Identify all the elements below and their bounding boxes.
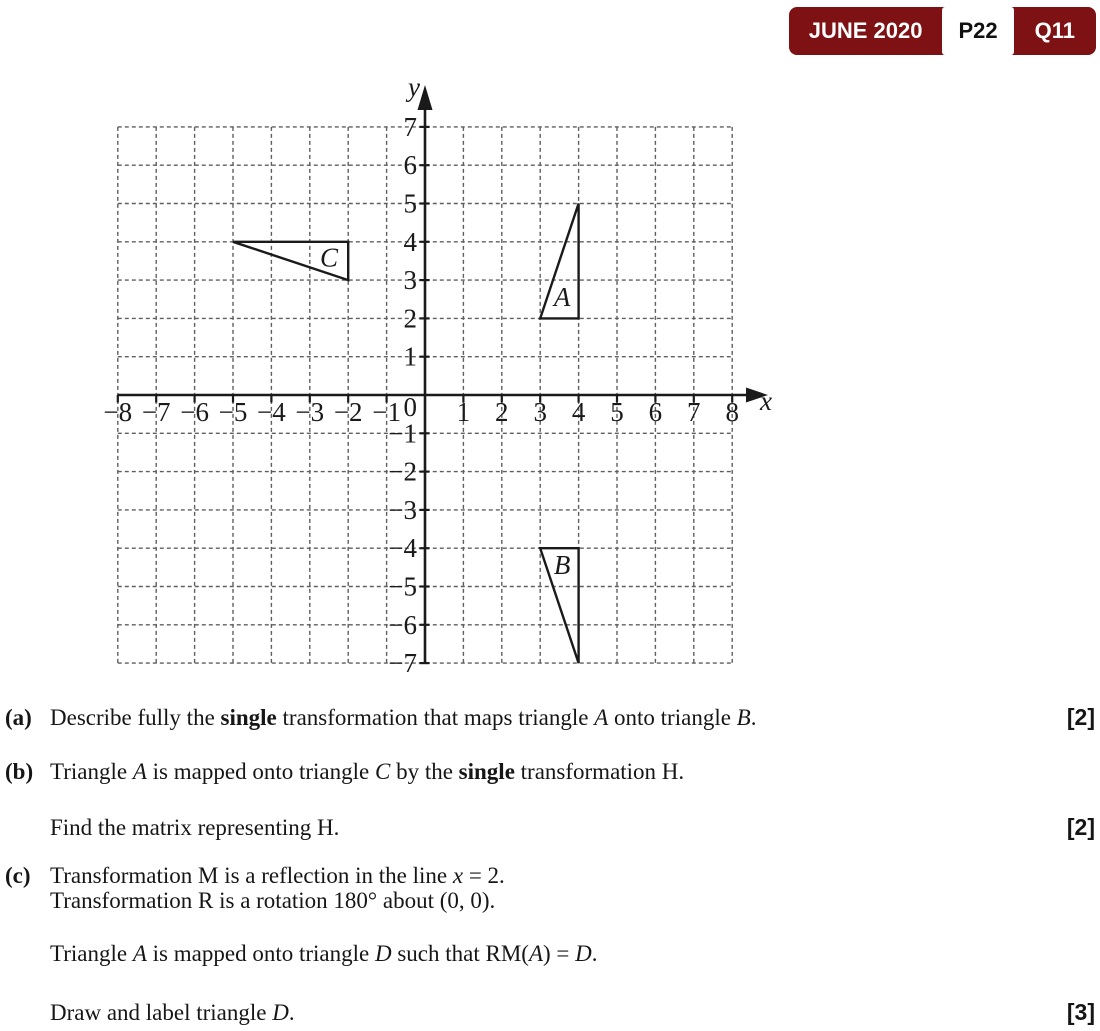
badge-session-label: JUNE 2020 [808,18,923,43]
svg-text:−4: −4 [257,397,286,427]
part-b-label: (b) [5,759,34,784]
part-a-label: (a) [5,705,32,730]
svg-text:−6: −6 [180,397,209,427]
question-part-a [0,705,1100,730]
svg-text:4: 4 [571,397,586,427]
svg-text:8: 8 [725,397,739,427]
svg-text:−1: −1 [388,418,417,449]
question-part-b-find [0,815,1100,840]
part-b-marks: [2] [1066,814,1095,840]
part-b-text: Triangle A is mapped onto triangle C by the single transformation H. [50,759,685,784]
origin-label: 0 [403,392,417,422]
svg-text:−4: −4 [388,533,417,564]
svg-text:−3: −3 [388,494,417,525]
part-a-marks: [2] [1066,704,1095,730]
x-axis-label: x [760,386,772,416]
find-matrix-text: Find the matrix representing H. [50,815,340,840]
draw-text: Draw and label triangle D. [50,1000,295,1025]
svg-text:6: 6 [648,397,663,427]
svg-text:1: 1 [456,397,471,427]
badge-paper-label: P22 [942,7,1013,55]
svg-text:−5: −5 [218,397,248,427]
svg-text:2: 2 [403,303,417,334]
svg-text:−7: −7 [141,397,171,427]
svg-text:5: 5 [610,397,624,427]
svg-text:−8: −8 [103,397,133,427]
svg-text:−7: −7 [388,648,417,679]
triangle-C-label: C [319,242,339,273]
svg-text:−2: −2 [388,456,417,487]
part-c-label: (c) [5,863,31,888]
triangle-A-label: A [553,281,571,312]
question-part-c-draw [0,1000,1100,1025]
y-axis-label: y [408,72,420,102]
svg-text:3: 3 [403,265,417,296]
svg-text:−2: −2 [333,397,363,427]
svg-text:3: 3 [533,397,547,427]
svg-text:−3: −3 [295,397,325,427]
svg-text:1: 1 [403,341,417,372]
part-a-text: Describe fully the single transformation that maps triangle A onto triangle B. [50,705,757,730]
question-part-c-rm [0,941,1100,966]
svg-text:−6: −6 [388,609,417,640]
svg-text:5: 5 [403,188,417,219]
badge-question-label: Q11 [1034,18,1075,43]
rm-text: Triangle A is mapped onto triangle D such that RM(A) = D. [50,941,598,966]
question-part-c [0,863,1100,913]
question-part-b [0,759,1100,784]
triangle-B-label: B [553,550,571,581]
coordinate-grid-figure [0,70,800,695]
svg-text:7: 7 [403,111,417,142]
svg-text:−1: −1 [372,397,401,427]
part-c-line2: Transformation R is a rotation 180° about (0, 0). [50,888,496,913]
part-c-line1: Transformation M is a reflection in the line x = 2. [50,863,505,888]
svg-text:7: 7 [687,397,701,427]
svg-text:6: 6 [403,150,417,181]
question-badge [789,7,1096,55]
svg-text:2: 2 [495,397,509,427]
svg-text:4: 4 [403,226,417,257]
part-c-marks: [3] [1066,999,1095,1025]
svg-text:−5: −5 [388,571,417,602]
